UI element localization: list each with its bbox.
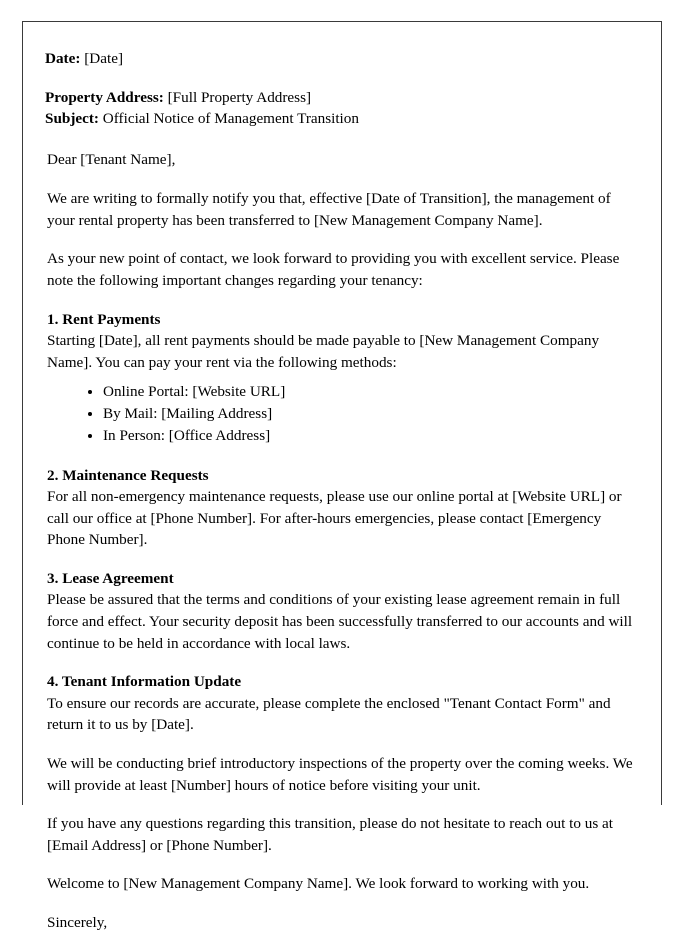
sign-off: Sincerely, xyxy=(47,913,108,931)
section-body-maintenance-requests: For all non-emergency maintenance requests, please use our online portal at [Website URL] or call our office at [Phone Number]. For after-hours emergencies, please contact [Emergency Phone Number]. xyxy=(47,488,622,549)
document-page xyxy=(22,21,662,931)
section-body-lease-agreement: Please be assured that the terms and conditions of your existing lease agreement remain in full force and effect. Your security deposit has been successfully transferred to our accounts and will continue to be held in accordance with local laws. xyxy=(47,591,633,652)
section-heading-maintenance-requests: 2. Maintenance Requests xyxy=(47,466,209,484)
subject-value: Official Notice of Management Transition xyxy=(102,110,359,128)
list-item: • Online Portal: [Website URL] xyxy=(103,381,633,403)
address-subject-block xyxy=(45,87,633,130)
salutation: Dear [Tenant Name], xyxy=(47,150,176,168)
payment-methods-list xyxy=(45,381,633,446)
date-block xyxy=(45,48,633,70)
property-address-label: Property Address: xyxy=(45,88,164,106)
date-line xyxy=(45,48,633,70)
date-label: Date: xyxy=(45,50,81,67)
list-item: • In Person: [Office Address] xyxy=(103,425,633,447)
property-address-value: [Full Property Address] xyxy=(167,88,312,106)
list-item: • By Mail: [Mailing Address] xyxy=(103,403,633,425)
closing-paragraph-1: We will be conducting brief introductory inspections of the property over the coming weeks. We will provide at least [Number] hours of notice before visiting your unit. xyxy=(47,754,633,794)
closing-paragraph-2: If you have any questions regarding this transition, please do not hesitate to reach out to us at [Email Address] or [Phone Number]. xyxy=(47,815,614,854)
intro-paragraph-2: As your new point of contact, we look forward to providing you with excellent service. Please note the following important changes regarding your tenancy: xyxy=(47,250,620,290)
date-value: [Date] xyxy=(84,50,124,67)
section-heading-rent-payments: 1. Rent Payments xyxy=(47,310,161,328)
closing-paragraph-3: Welcome to [New Management Company Name]. We look forward to working with you. xyxy=(47,875,590,893)
intro-paragraph-1: We are writing to formally notify you that, effective [Date of Transition], the management of your rental property has been transferred to [New Management Company Name]. xyxy=(47,190,611,229)
section-body-rent-payments: Starting [Date], all rent payments should be made payable to [New Management Company Name]. You can pay your rent via the following methods: xyxy=(47,332,600,371)
document-body xyxy=(23,22,663,933)
subject-line xyxy=(45,108,633,130)
section-heading-lease-agreement: 3. Lease Agreement xyxy=(47,569,174,587)
section-heading-tenant-information-update: 4. Tenant Information Update xyxy=(47,673,242,691)
property-address-line xyxy=(45,87,633,109)
section-body-tenant-information-update: To ensure our records are accurate, please complete the enclosed "Tenant Contact Form" and return it to us by [Date]. xyxy=(47,694,611,734)
subject-label: Subject: xyxy=(45,110,99,128)
